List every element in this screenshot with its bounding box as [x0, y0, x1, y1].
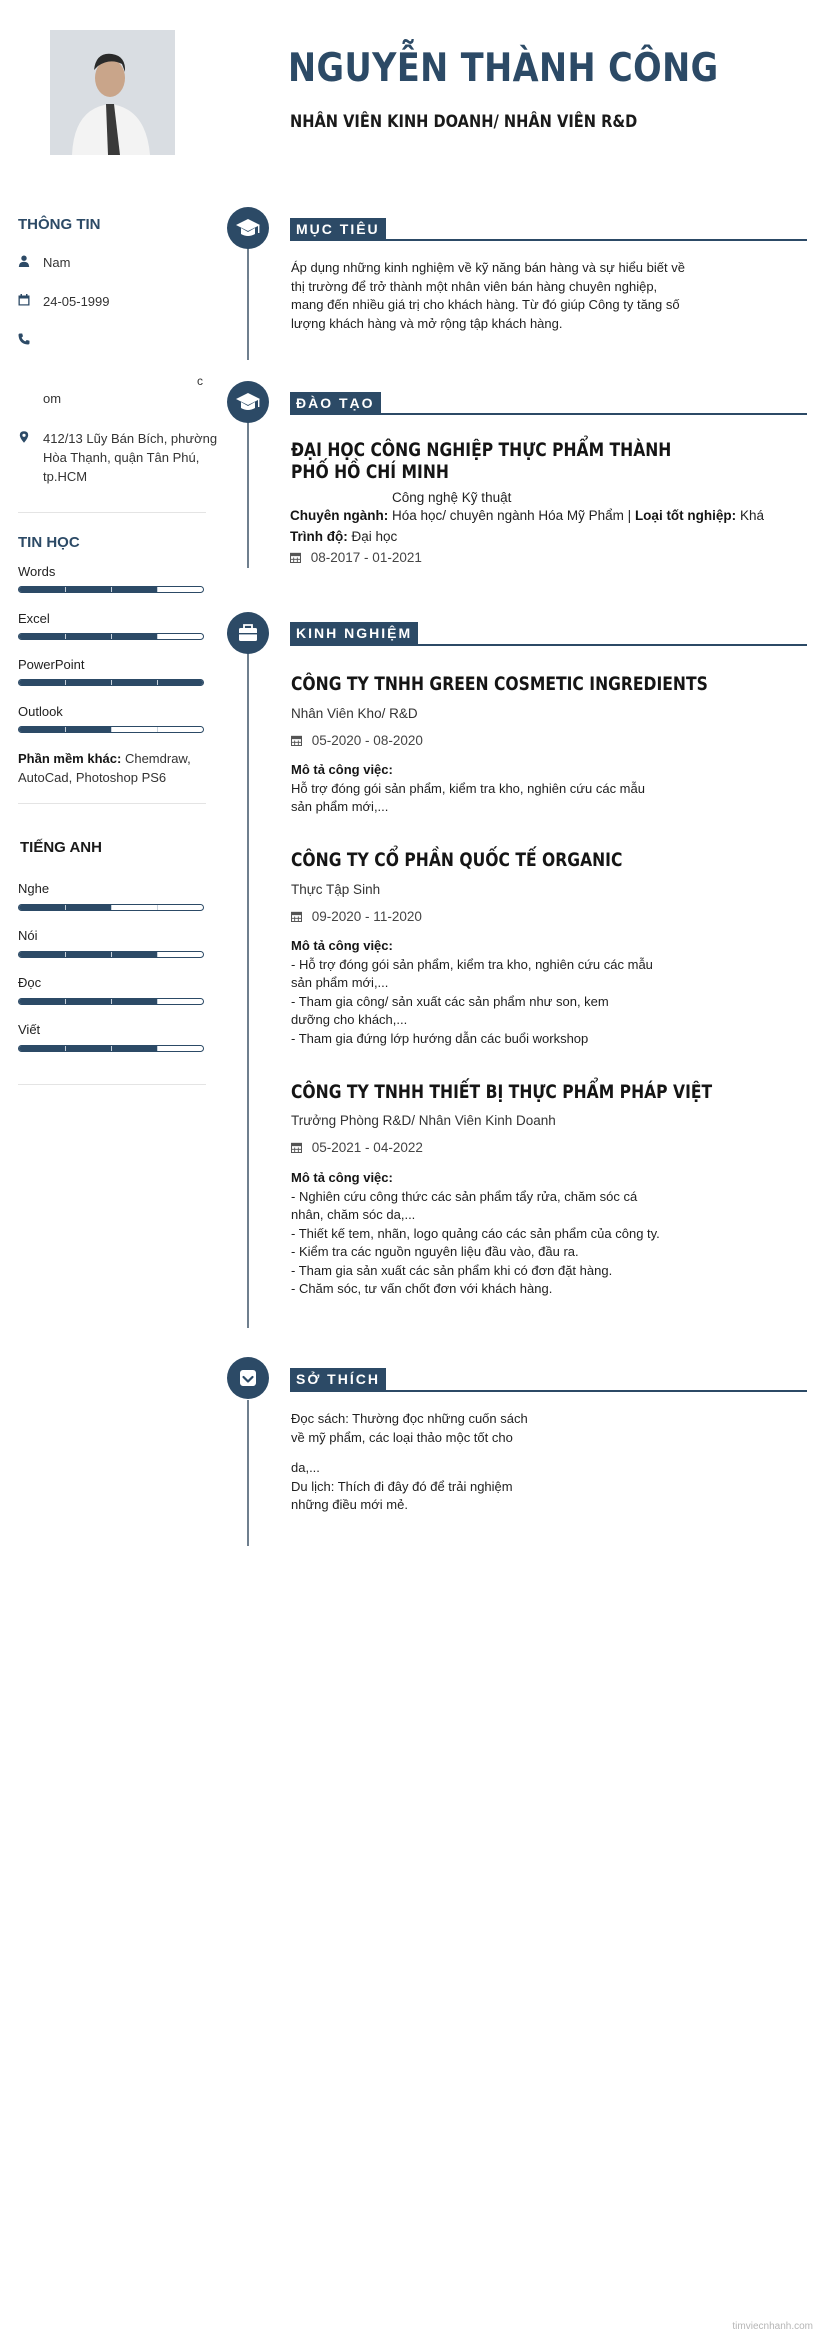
company-name: CÔNG TY CỔ PHẦN QUỐC TẾ ORGANIC	[291, 849, 623, 871]
skill-bar-tick	[111, 1046, 112, 1051]
school-name-line-1: ĐẠI HỌC CÔNG NGHIỆP THỰC PHẨM THÀNH	[291, 439, 672, 461]
hobbies-marker	[227, 1357, 269, 1399]
description-line: - Tham gia sản xuất các sản phẩm khi có đơn đặt hàng.	[291, 1262, 613, 1278]
company-name: CÔNG TY TNHH THIẾT BỊ THỰC PHẨM PHÁP VIỆT	[291, 1081, 713, 1103]
description-label: Mô tả công việc:	[291, 938, 393, 953]
skill-bar-tick	[65, 634, 66, 639]
skill-bar-tick	[111, 999, 112, 1004]
description-line: Hỗ trợ đóng gói sản phẩm, kiểm tra kho, nghiên cứu các mẫu	[291, 780, 645, 796]
skill-bar-tick	[65, 999, 66, 1004]
info-heading: THÔNG TIN	[18, 216, 101, 233]
skill-bar-tick	[157, 727, 158, 732]
skill-bar-tick	[65, 1046, 66, 1051]
skill-bar	[18, 633, 204, 640]
email-fragment-1: c	[197, 374, 203, 388]
job-title: NHÂN VIÊN KINH DOANH/ NHÂN VIÊN R&D	[290, 112, 638, 132]
job-dates-value: 05-2021 - 04-2022	[311, 1140, 423, 1155]
watermark: timviecnhanh.com	[732, 2321, 813, 2332]
description-line: - Nghiên cứu công thức các sản phẩm tẩy rửa, chăm sóc cá	[291, 1188, 638, 1204]
job-dates	[291, 909, 422, 924]
school-name-line-2: PHỐ HỒ CHÍ MINH	[291, 461, 449, 483]
skill-bar	[18, 726, 204, 733]
skill-bar	[18, 951, 204, 958]
skill-bar-tick	[111, 680, 112, 685]
description-line: nhân, chăm sóc da,...	[291, 1207, 416, 1222]
job-role: Trưởng Phòng R&D/ Nhân Viên Kinh Doanh	[291, 1113, 556, 1128]
description-label: Mô tả công việc:	[291, 762, 393, 777]
divider	[18, 512, 206, 513]
skill-bar-fill	[19, 587, 157, 592]
skill-bar-tick	[111, 587, 112, 592]
job-dates	[291, 1140, 423, 1155]
section-rule	[290, 413, 807, 415]
education-dates-value: 08-2017 - 01-2021	[310, 550, 422, 565]
divider	[18, 1084, 206, 1085]
description-line: dưỡng cho khách,...	[291, 1012, 408, 1027]
skill-bar-tick	[65, 905, 66, 910]
location-pin-icon	[18, 431, 30, 443]
gender-value: Nam	[43, 255, 71, 270]
skill-label: Nói	[18, 928, 38, 943]
person-icon	[18, 255, 30, 267]
skill-bar-tick	[65, 952, 66, 957]
skill-bar	[18, 586, 204, 593]
hobby-line	[291, 1447, 591, 1459]
profile-photo	[50, 30, 175, 155]
candidate-name: NGUYỄN THÀNH CÔNG	[288, 46, 719, 91]
divider	[18, 803, 206, 804]
skill-bar-tick	[157, 1046, 158, 1051]
skill-bar	[18, 904, 204, 911]
job-dates-value: 09-2020 - 11-2020	[311, 909, 422, 924]
skill-bar	[18, 1045, 204, 1052]
skill-label: Viết	[18, 1022, 41, 1037]
job-description	[291, 1169, 731, 1299]
description-line: - Hỗ trợ đóng gói sản phẩm, kiểm tra kho, nghiên cứu các mẫu	[291, 956, 653, 972]
experience-title: KINH NGHIỆM	[290, 622, 418, 644]
timeline-line	[247, 422, 249, 568]
hobby-line: Đọc sách: Thường đọc những cuốn sách	[291, 1411, 528, 1426]
description-line: - Tham gia công/ sản xuất các sản phẩm như son, kem	[291, 993, 609, 1009]
major-row	[290, 508, 764, 523]
job-description	[291, 937, 691, 1048]
job-dates-value: 05-2020 - 08-2020	[311, 733, 423, 748]
job-role: Nhân Viên Kho/ R&D	[291, 706, 418, 721]
heart-shield-icon	[227, 1357, 269, 1399]
level-row	[290, 529, 397, 544]
hobby-line: những điều mới mẻ.	[291, 1497, 408, 1512]
skill-label: Excel	[18, 611, 50, 626]
other-software-value: Chemdraw, AutoCad, Photoshop PS6	[18, 751, 191, 785]
calendar-icon	[290, 552, 301, 563]
calendar-icon	[18, 294, 30, 306]
objective-title: MỤC TIÊU	[290, 218, 386, 240]
skill-bar-tick	[157, 587, 158, 592]
description-line: sản phẩm mới,...	[291, 799, 389, 814]
hobbies-title: SỞ THÍCH	[290, 1368, 386, 1390]
timeline-line	[247, 652, 249, 1328]
skill-label: Nghe	[18, 881, 50, 896]
description-line: - Thiết kế tem, nhãn, logo quảng cáo các sản phẩm của công ty.	[291, 1225, 660, 1241]
description-line: - Kiểm tra các nguồn nguyên liệu đầu vào, đầu ra.	[291, 1244, 579, 1259]
skill-label: PowerPoint	[18, 657, 85, 672]
experience-marker	[227, 612, 269, 654]
level-value: Đại học	[351, 529, 398, 544]
program: Công nghệ Kỹ thuật	[392, 490, 512, 505]
education-marker	[227, 381, 269, 423]
hobby-line: da,...	[291, 1460, 320, 1475]
skill-label: Words	[18, 564, 56, 579]
grade-value: Khá	[739, 508, 764, 523]
skill-bar	[18, 998, 204, 1005]
calendar-icon	[291, 911, 302, 922]
description-line: sản phẩm mới,...	[291, 975, 389, 990]
description-label: Mô tả công việc:	[291, 1170, 393, 1185]
section-rule	[290, 239, 807, 241]
email-fragment-2: om	[43, 391, 62, 406]
skill-bar-fill	[19, 1046, 157, 1051]
objective-marker	[227, 207, 269, 249]
calendar-icon	[291, 1142, 302, 1153]
grade-label: Loại tốt nghiệp:	[634, 508, 737, 523]
other-software-label: Phần mềm khác:	[18, 751, 122, 766]
skill-bar-fill	[19, 952, 157, 957]
calendar-icon	[291, 735, 302, 746]
education-dates	[290, 550, 422, 565]
company-name: CÔNG TY TNHH GREEN COSMETIC INGREDIENTS	[291, 673, 708, 695]
english-heading: TIẾNG ANH	[20, 839, 102, 856]
description-line: - Tham gia đứng lớp hướng dẫn các buổi workshop	[291, 1030, 589, 1046]
timeline-line	[247, 248, 249, 360]
skill-bar-tick	[111, 952, 112, 957]
skill-bar-fill	[19, 999, 157, 1004]
education-title: ĐÀO TẠO	[290, 392, 381, 414]
skill-bar-tick	[111, 727, 112, 732]
skill-bar-tick	[157, 952, 158, 957]
skill-bar-tick	[111, 634, 112, 639]
skill-label: Đọc	[18, 975, 42, 990]
it-heading: TIN HỌC	[18, 534, 80, 551]
skill-bar-tick	[157, 634, 158, 639]
skill-bar-tick	[65, 587, 66, 592]
skill-bar-tick	[157, 999, 158, 1004]
skill-bar	[18, 679, 204, 686]
section-rule	[290, 644, 807, 646]
timeline-line	[247, 1400, 249, 1546]
skill-bar-tick	[65, 727, 66, 732]
major-value: Hóa học/ chuyên ngành Hóa Mỹ Phẩm |	[392, 508, 632, 523]
job-description	[291, 761, 691, 817]
objective-text: Áp dụng những kinh nghiệm về kỹ năng bán hàng và sự hiểu biết về thị trường để trở thành một nhân viên bán hàng chuyên nghiệp, mang đến nhiều giá trị cho khách hàng. Từ đó giúp Công ty tăng số lượng khách hàng và mở rộng tập khách hàng.	[291, 260, 685, 331]
other-software	[18, 749, 213, 787]
hobbies-text	[291, 1410, 591, 1515]
skill-bar-tick	[65, 680, 66, 685]
graduation-cap-icon	[227, 381, 269, 423]
hobby-line: Du lịch: Thích đi đây đó để trải nghiệm	[291, 1478, 513, 1494]
skill-bar-tick	[157, 680, 158, 685]
job-dates	[291, 733, 423, 748]
skill-bar-fill	[19, 634, 157, 639]
skill-bar-tick	[111, 905, 112, 910]
address-value: 412/13 Lũy Bán Bích, phường Hòa Thạnh, quận Tân Phú, tp.HCM	[43, 431, 218, 484]
phone-icon	[18, 333, 30, 345]
description-line: - Chăm sóc, tư vấn chốt đơn với khách hàng.	[291, 1281, 553, 1296]
level-label: Trình độ:	[290, 529, 348, 544]
briefcase-icon	[227, 612, 269, 654]
skill-label: Outlook	[18, 704, 63, 719]
job-role: Thực Tập Sinh	[291, 882, 381, 897]
section-rule	[290, 1390, 807, 1392]
graduation-cap-icon	[227, 207, 269, 249]
skill-bar-tick	[157, 905, 158, 910]
hobby-line: về mỹ phẩm, các loại thảo mộc tốt cho	[291, 1429, 513, 1445]
major-label: Chuyên ngành:	[290, 508, 389, 523]
birthday-value: 24-05-1999	[43, 294, 110, 309]
